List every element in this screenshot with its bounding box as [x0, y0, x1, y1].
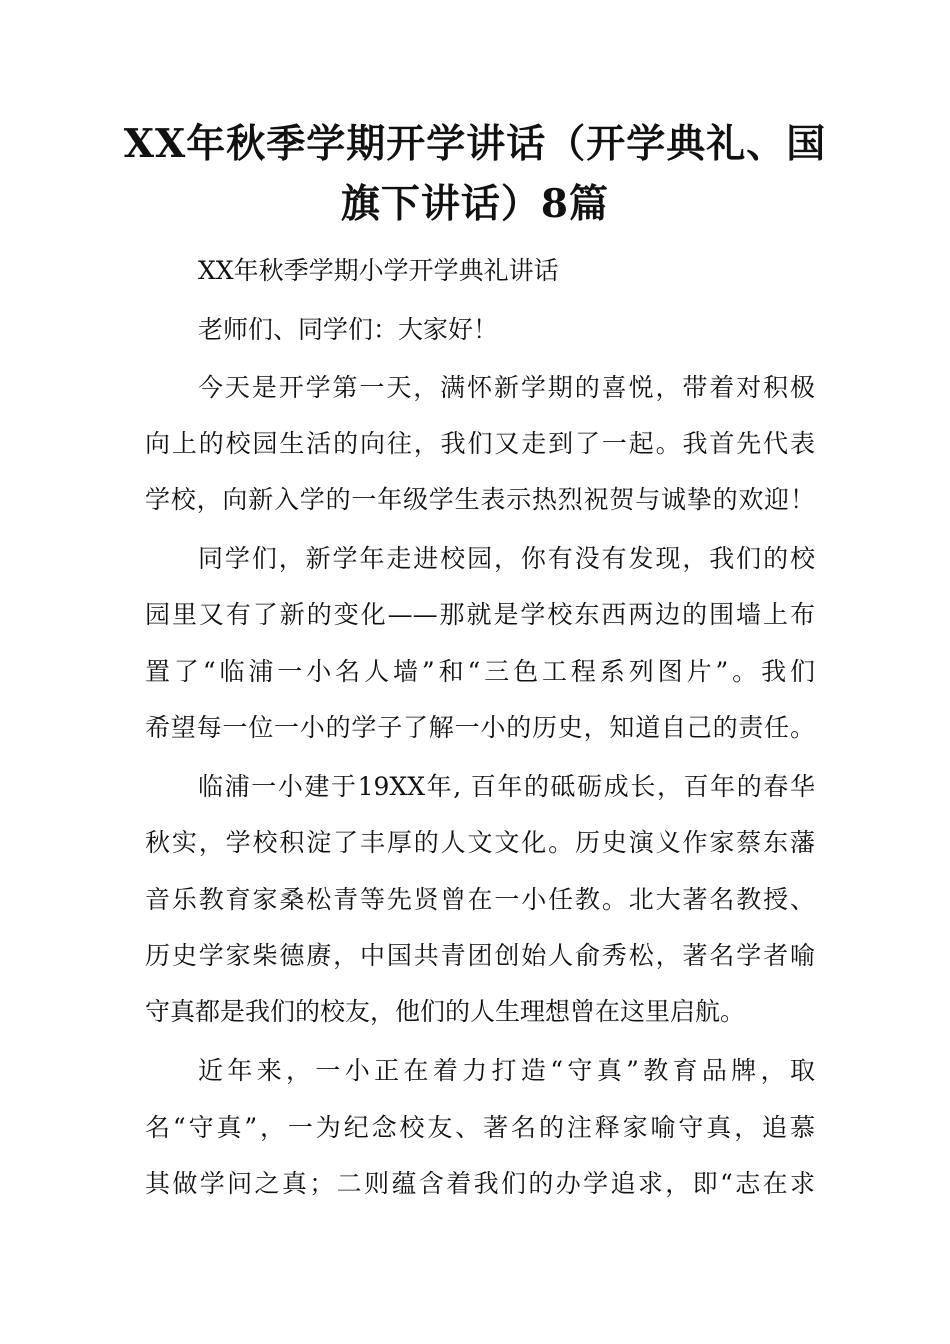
- paragraph-3-line-4: 历史学家柴德赓，中国共青团创始人俞秀松，著名学者喻: [145, 941, 815, 970]
- speech-subtitle: XX年秋季学期小学开学典礼讲话: [198, 256, 559, 285]
- paragraph-4-line-1: 近年来，一小正在着力打造“守真”教育品牌，取: [198, 1056, 815, 1085]
- paragraph-4-line-3: 其做学问之真；二则蕴含着我们的办学追求，即“志在求: [145, 1169, 815, 1198]
- paragraph-2-line-4: 希望每一位一小的学子了解一小的历史，知道自己的责任。: [145, 713, 815, 742]
- paragraph-2-line-3: 置了“临浦一小名人墙”和“三色工程系列图片”。我们: [145, 657, 815, 686]
- paragraph-2-line-1: 同学们，新学年走进校园，你有没有发现，我们的校: [198, 544, 815, 573]
- paragraph-2-line-2: 园里又有了新的变化——那就是学校东西两边的围墙上布: [145, 600, 815, 629]
- paragraph-3-line-1: 临浦一小建于19XX年, 百年的砥砺成长，百年的春华: [198, 772, 815, 801]
- paragraph-3-line-3: 音乐教育家桑松青等先贤曾在一小任教。北大著名教授、: [145, 885, 815, 914]
- paragraph-1-line-3: 学校，向新入学的一年级学生表示热烈祝贺与诚挚的欢迎！: [145, 485, 815, 514]
- paragraph-1-line-2: 向上的校园生活的向往，我们又走到了一起。我首先代表: [145, 429, 815, 458]
- document-title-line-1: XX年秋季学期开学讲话（开学典礼、国: [123, 121, 827, 167]
- paragraph-1-line-1: 今天是开学第一天，满怀新学期的喜悦，带着对积极: [198, 373, 815, 402]
- speech-greeting: 老师们、同学们：大家好！: [198, 315, 499, 344]
- paragraph-3-line-2: 秋实，学校积淀了丰厚的人文文化。历史演义作家蔡东藩: [145, 828, 815, 857]
- paragraph-3-line-5: 守真都是我们的校友，他们的人生理想曾在这里启航。: [145, 997, 746, 1026]
- document-title-line-2: 旗下讲话）8篇: [340, 181, 610, 227]
- paragraph-4-line-2: 名“守真”，一为纪念校友、著名的注释家喻守真，追慕: [145, 1113, 815, 1142]
